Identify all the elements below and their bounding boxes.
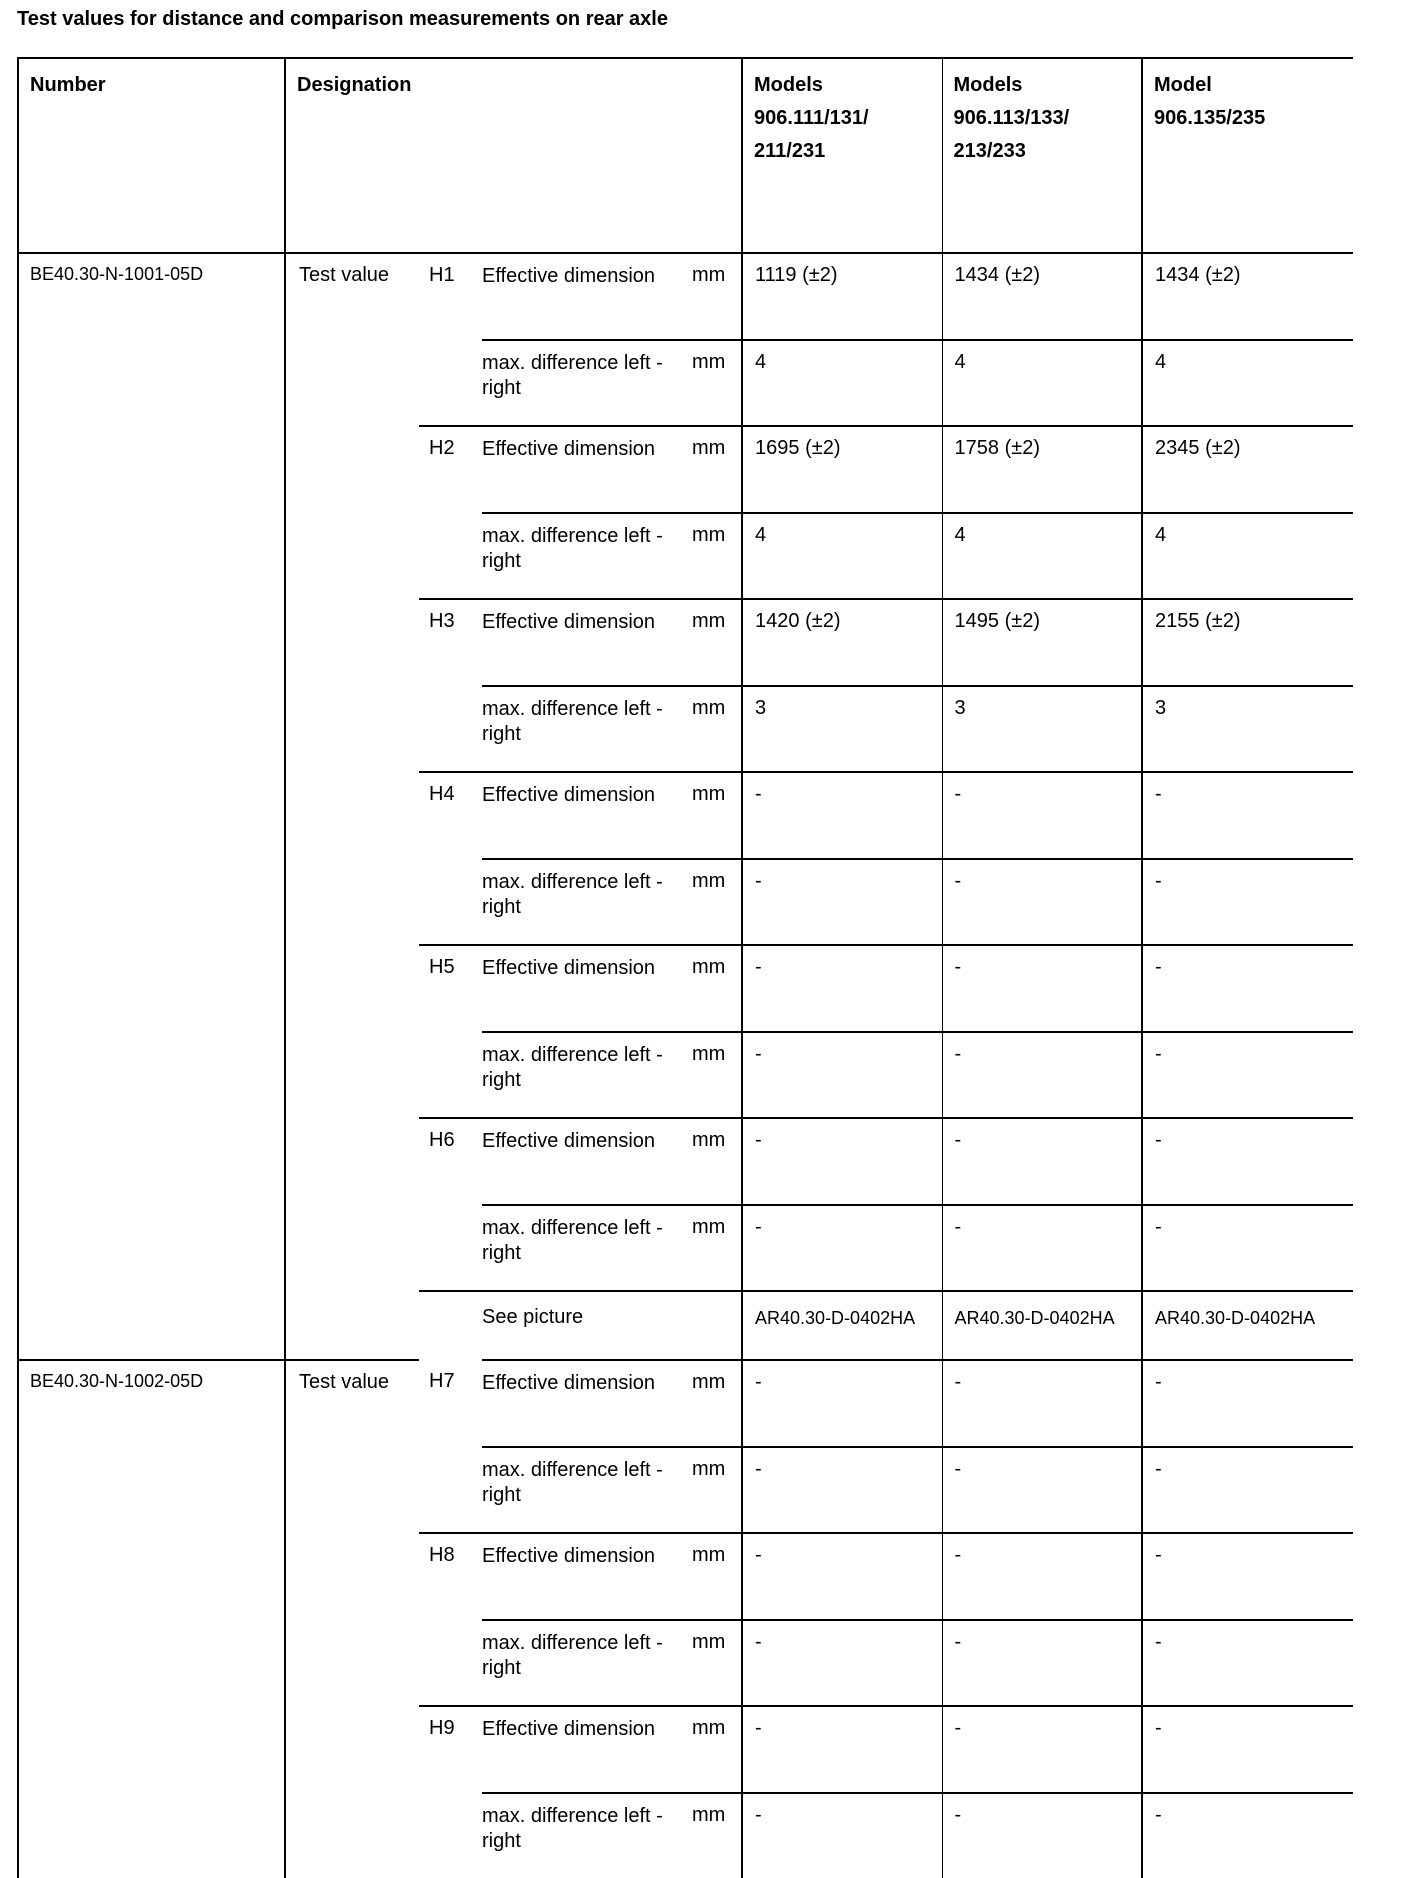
unit-label: mm [692, 686, 742, 773]
max-difference-label: max. difference left - right [482, 859, 692, 946]
model-a-value: - [742, 1533, 942, 1620]
effective-dimension-label: Effective dimension [482, 253, 692, 340]
model-c-value: AR40.30-D-0402HA [1142, 1291, 1353, 1360]
max-difference-label: max. difference left - right [482, 1447, 692, 1534]
header-model-b-line: 906.113/133/ [953, 107, 1070, 129]
effective-dimension-label: Effective dimension [482, 1533, 692, 1620]
model-b-value: - [942, 859, 1142, 946]
unit-label: mm [692, 1118, 742, 1205]
unit-label: mm [692, 772, 742, 859]
model-c-value: - [1142, 1533, 1353, 1620]
model-a-value: 1119 (±2) [742, 253, 942, 340]
header-model-a [742, 58, 942, 253]
test-value-label: Test value [285, 1360, 419, 1878]
model-c-value: - [1142, 1793, 1353, 1878]
test-values-table-container [17, 57, 1353, 1878]
measure-key: H5 [419, 945, 482, 1118]
measure-key: H7 [429, 1370, 455, 1392]
unit-label: mm [692, 253, 742, 340]
model-b-value: 4 [942, 340, 1142, 427]
measure-key: H8 [419, 1533, 482, 1706]
unit-label: mm [692, 1032, 742, 1119]
header-model-c-line: 906.135/235 [1154, 107, 1266, 129]
test-value-label: Test value [285, 253, 419, 1360]
model-b-value: - [942, 1205, 1142, 1292]
model-a-value: 1420 (±2) [742, 599, 942, 686]
model-a-value: - [742, 1032, 942, 1119]
model-c-value: 3 [1142, 686, 1353, 773]
unit-label: mm [692, 859, 742, 946]
header-model-c [1142, 58, 1353, 253]
header-designation: Designation [285, 58, 742, 253]
effective-dimension-row [18, 1360, 1353, 1447]
unit-label: mm [692, 1706, 742, 1793]
part-number: BE40.30-N-1002-05D [18, 1360, 285, 1878]
model-c-value: - [1142, 1118, 1353, 1205]
unit-label: mm [692, 1447, 742, 1534]
header-row [18, 58, 1353, 253]
model-c-value: - [1142, 945, 1353, 1032]
model-a-value: - [742, 1793, 942, 1878]
model-c-value: 2155 (±2) [1142, 599, 1353, 686]
unit-label: mm [692, 945, 742, 1032]
model-a-value: - [742, 1360, 942, 1447]
model-b-value: AR40.30-D-0402HA [942, 1291, 1142, 1360]
measure-key: H4 [419, 772, 482, 945]
max-difference-label: max. difference left - right [482, 686, 692, 773]
model-b-value: - [942, 1447, 1142, 1534]
model-b-value: - [942, 1620, 1142, 1707]
max-difference-label: max. difference left - right [482, 1793, 692, 1878]
model-c-value: 1434 (±2) [1142, 253, 1353, 340]
max-difference-label: max. difference left - right [482, 340, 692, 427]
measure-key: H1 [429, 264, 455, 286]
model-b-value: - [942, 945, 1142, 1032]
model-c-value: 2345 (±2) [1142, 426, 1353, 513]
max-difference-label: max. difference left - right [482, 513, 692, 600]
model-b-value: 1434 (±2) [942, 253, 1142, 340]
model-b-value: - [942, 1793, 1142, 1878]
unit-label: mm [692, 1620, 742, 1707]
model-a-value: - [742, 1706, 942, 1793]
unit-label: mm [692, 340, 742, 427]
model-b-value: 1495 (±2) [942, 599, 1142, 686]
model-c-value: 4 [1142, 513, 1353, 600]
model-a-value: AR40.30-D-0402HA [742, 1291, 942, 1360]
header-number: Number [18, 58, 285, 253]
model-b-value: - [942, 1360, 1142, 1447]
measure-key: H3 [419, 599, 482, 772]
model-c-value: - [1142, 1032, 1353, 1119]
part-number: BE40.30-N-1001-05D [18, 253, 285, 1360]
model-c-value: - [1142, 1447, 1353, 1534]
header-model-b [942, 58, 1142, 253]
model-a-value: - [742, 945, 942, 1032]
model-a-value: - [742, 772, 942, 859]
model-b-value: - [942, 1533, 1142, 1620]
model-b-value: 3 [942, 686, 1142, 773]
measure-key: H2 [419, 426, 482, 599]
effective-dimension-label: Effective dimension [482, 599, 692, 686]
model-a-value: - [742, 1620, 942, 1707]
model-a-value: 4 [742, 513, 942, 600]
header-model-b-line: Models [953, 74, 1023, 96]
model-a-value: 4 [742, 340, 942, 427]
model-a-value: 3 [742, 686, 942, 773]
max-difference-label: max. difference left - right [482, 1620, 692, 1707]
model-c-value: - [1142, 1706, 1353, 1793]
header-model-a-line: Models [754, 74, 823, 96]
measure-key: H9 [419, 1706, 482, 1878]
model-b-value: - [942, 772, 1142, 859]
model-a-value: 1695 (±2) [742, 426, 942, 513]
page-title: Test values for distance and comparison measurements on rear axle [17, 8, 668, 30]
see-picture-label: See picture [482, 1291, 742, 1360]
max-difference-label: max. difference left - right [482, 1205, 692, 1292]
effective-dimension-label: Effective dimension [482, 1706, 692, 1793]
model-a-value: - [742, 859, 942, 946]
model-a-value: - [742, 1205, 942, 1292]
unit-label: mm [692, 513, 742, 600]
effective-dimension-label: Effective dimension [482, 1118, 692, 1205]
header-model-c-line: Model [1154, 74, 1212, 96]
table-body [18, 58, 1353, 1878]
unit-label: mm [692, 1533, 742, 1620]
model-c-value: 4 [1142, 340, 1353, 427]
model-b-value: 1758 (±2) [942, 426, 1142, 513]
model-b-value: - [942, 1032, 1142, 1119]
unit-label: mm [692, 426, 742, 513]
test-values-table [17, 57, 1353, 1878]
model-c-value: - [1142, 1620, 1353, 1707]
model-c-value: - [1142, 1205, 1353, 1292]
model-a-value: - [742, 1118, 942, 1205]
header-model-b-line: 213/233 [953, 140, 1026, 162]
effective-dimension-row [18, 253, 1353, 340]
effective-dimension-label: Effective dimension [482, 426, 692, 513]
model-b-value: - [942, 1706, 1142, 1793]
unit-label: mm [692, 1360, 742, 1447]
header-model-a-line: 906.111/131/ [754, 107, 869, 129]
model-c-value: - [1142, 772, 1353, 859]
model-a-value: - [742, 1447, 942, 1534]
max-difference-label: max. difference left - right [482, 1032, 692, 1119]
unit-label: mm [692, 1205, 742, 1292]
model-c-value: - [1142, 859, 1353, 946]
header-model-a-line: 211/231 [754, 140, 826, 162]
model-c-value: - [1142, 1360, 1353, 1447]
effective-dimension-label: Effective dimension [482, 945, 692, 1032]
model-b-value: 4 [942, 513, 1142, 600]
measure-key: H6 [419, 1118, 482, 1291]
unit-label: mm [692, 1793, 742, 1878]
effective-dimension-label: Effective dimension [482, 1360, 692, 1447]
effective-dimension-label: Effective dimension [482, 772, 692, 859]
see-picture-spacer [419, 1291, 482, 1360]
model-b-value: - [942, 1118, 1142, 1205]
unit-label: mm [692, 599, 742, 686]
